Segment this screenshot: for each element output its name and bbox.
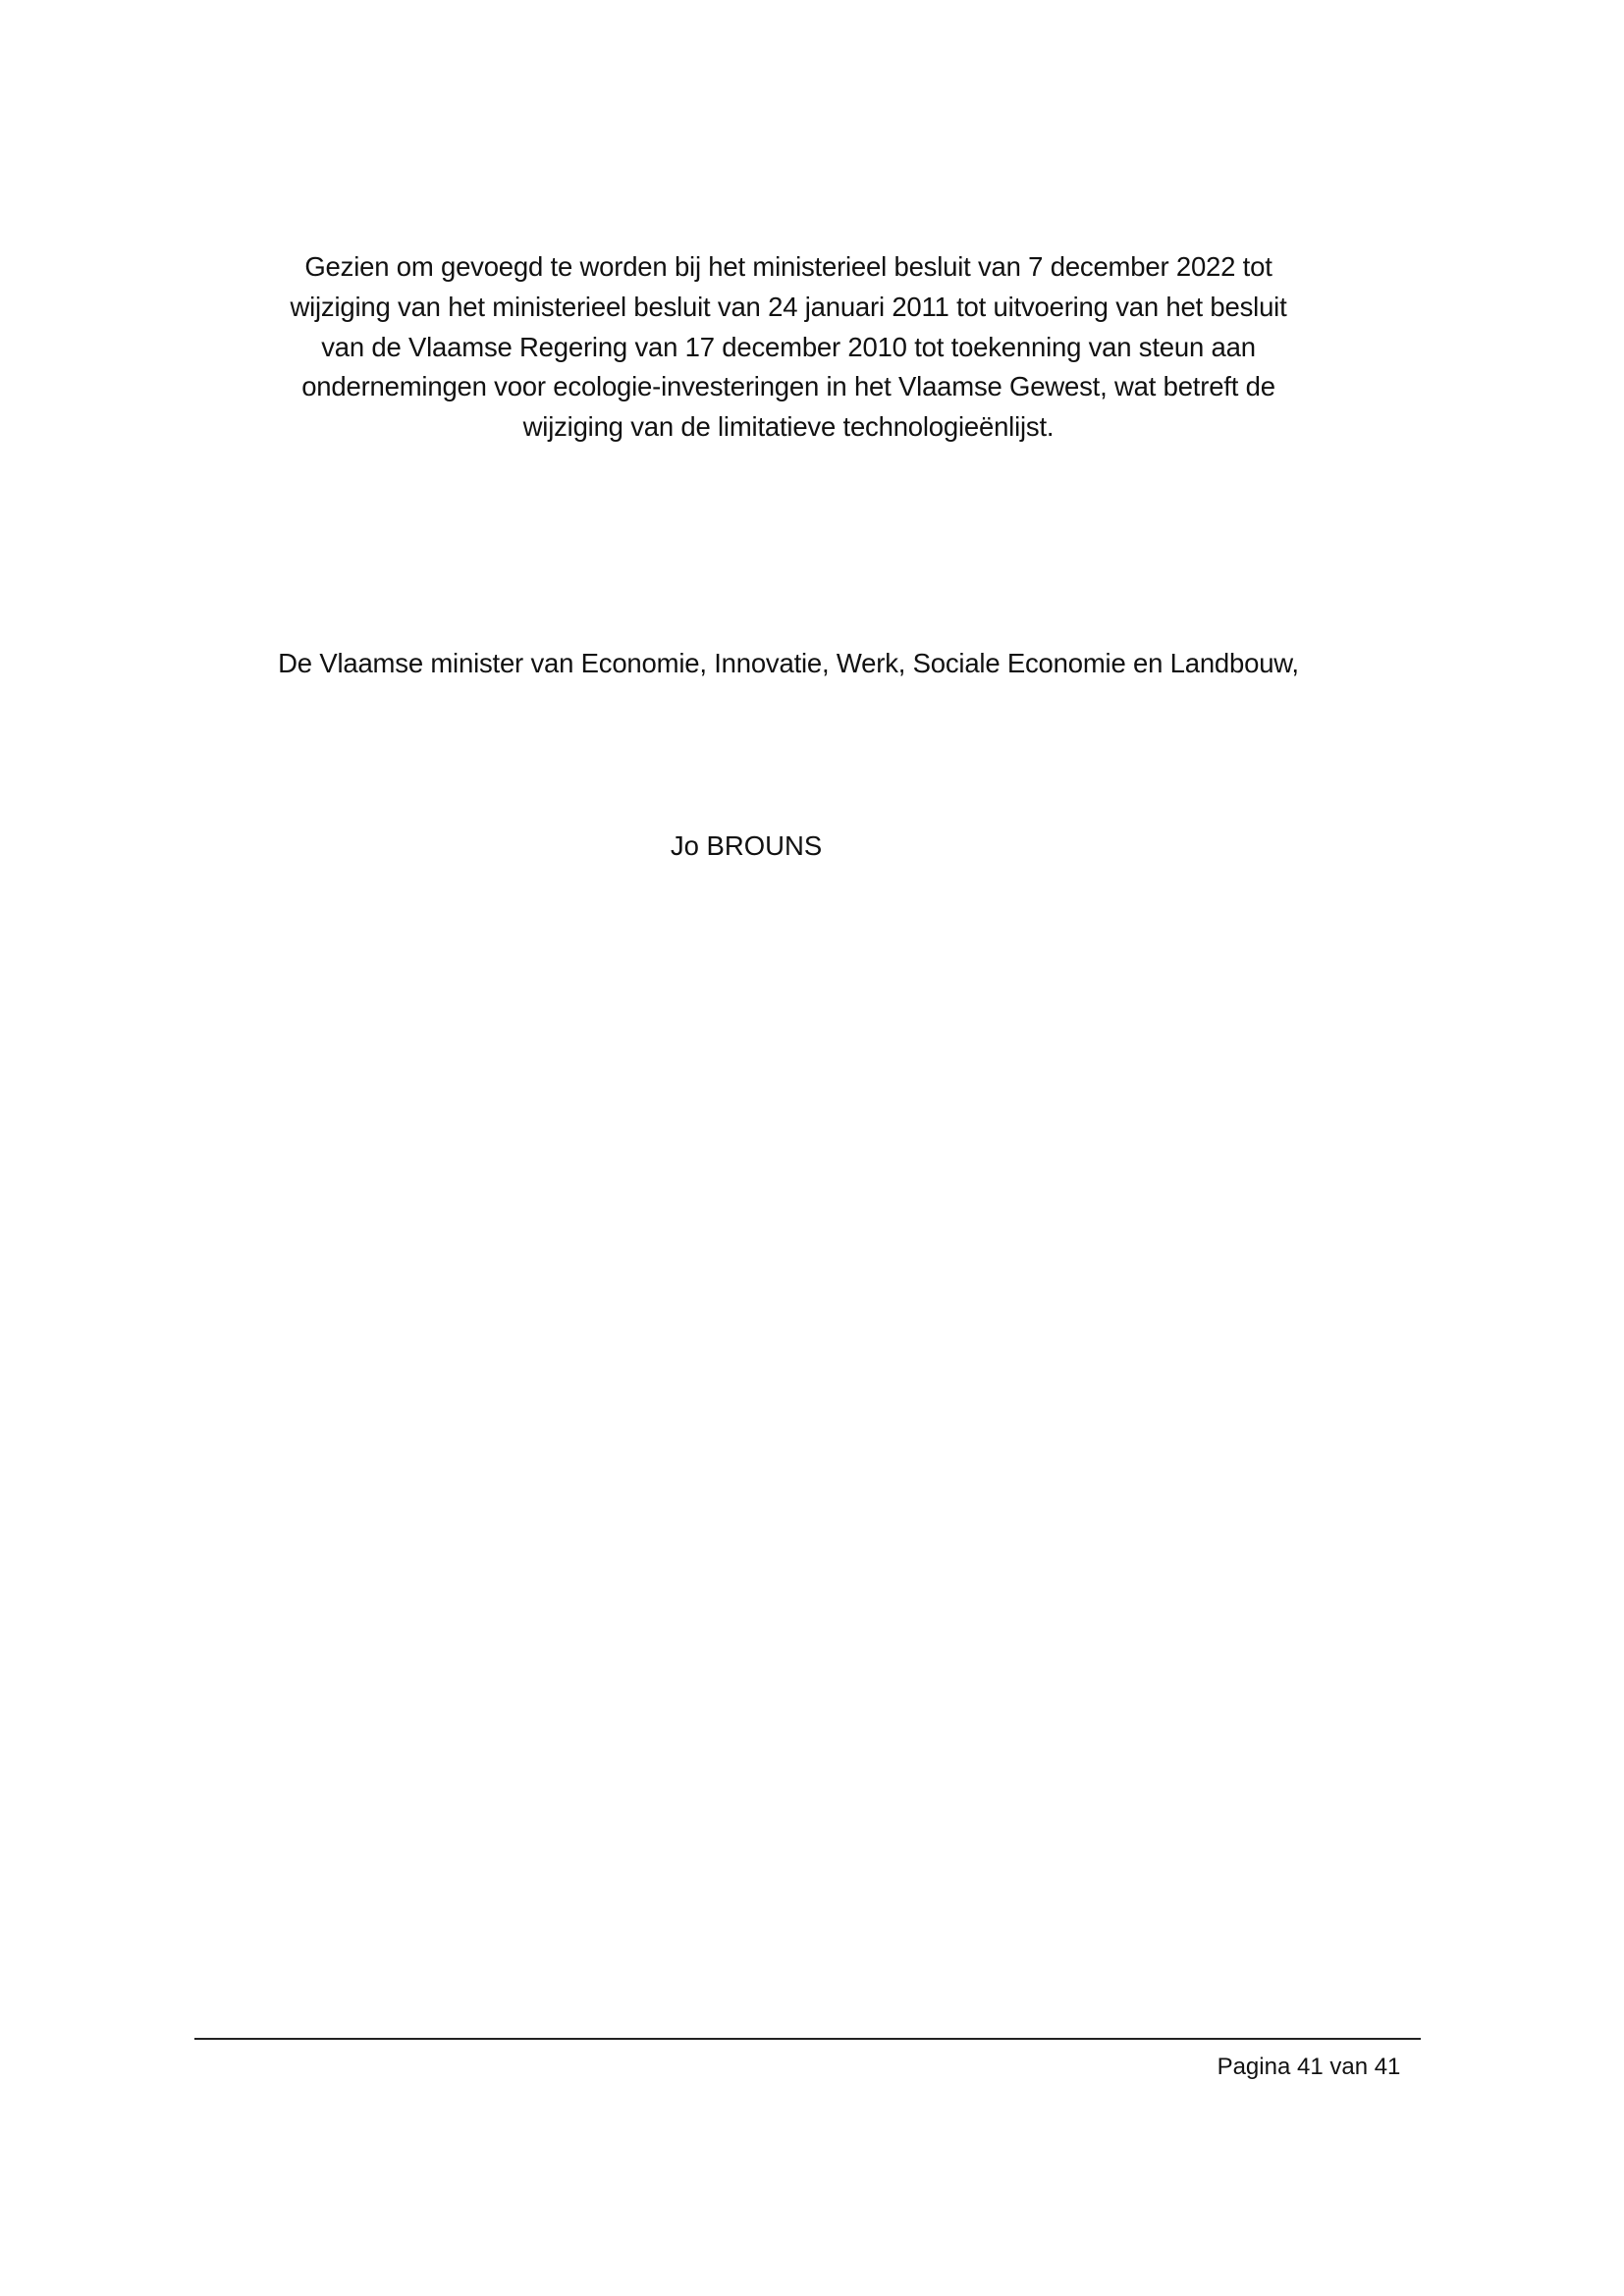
intro-line: ondernemingen voor ecologie-investeringen in het Vlaamse Gewest, wat betreft de <box>301 371 1275 402</box>
intro-line: Gezien om gevoegd te worden bij het ministerieel besluit van 7 december 2022 tot <box>304 251 1272 282</box>
minister-title: De Vlaamse minister van Economie, Innovatie, Werk, Sociale Economie en Landbouw, <box>278 648 1299 678</box>
page-number: Pagina 41 van 41 <box>1217 2054 1401 2080</box>
footer-divider <box>194 2038 1421 2040</box>
intro-paragraph <box>196 247 1380 448</box>
intro-line: wijziging van het ministerieel besluit van 24 januari 2011 tot uitvoering van het besluit <box>290 291 1287 322</box>
intro-line: wijziging van de limitatieve technologieënlijst. <box>522 411 1055 443</box>
signatory-name: Jo BROUNS <box>670 830 823 861</box>
intro-line: van de Vlaamse Regering van 17 december 2010 tot toekenning van steun aan <box>321 331 1256 362</box>
